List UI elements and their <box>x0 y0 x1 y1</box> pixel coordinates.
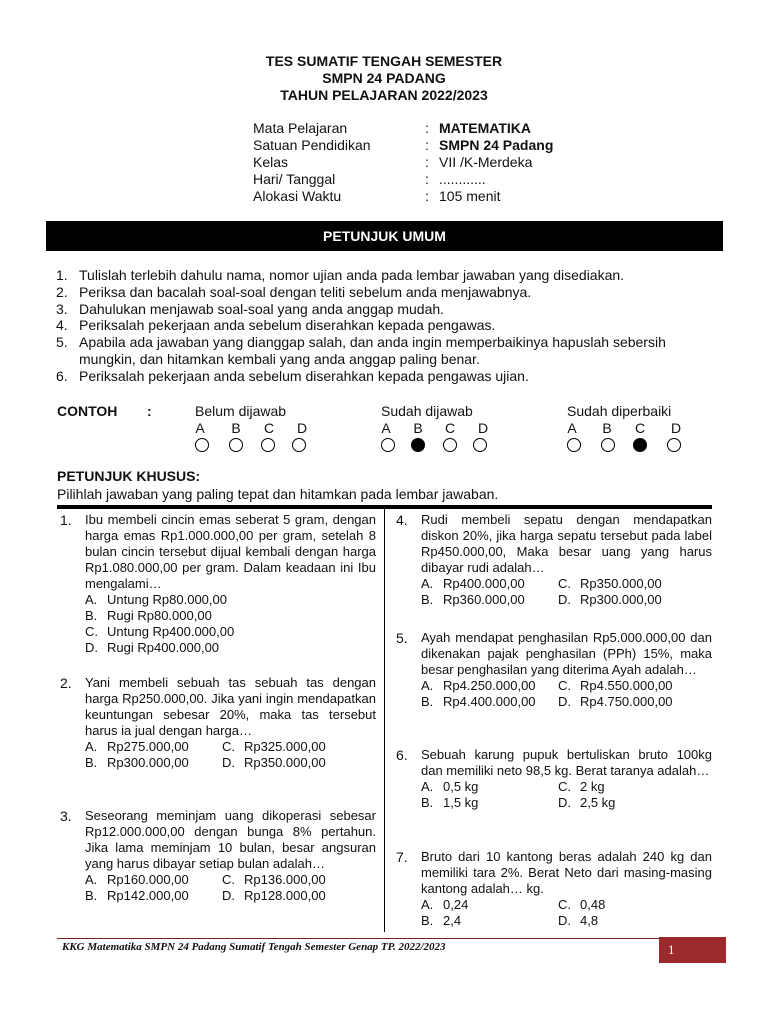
answer-option: A. 0,5 kg <box>421 779 479 794</box>
info-value: VII /K-Merdeka <box>439 154 533 170</box>
question-text: Sebuah karung pupuk bertuliskan bruto 100kg dan memiliki neto 98,5 kg. Berat taranya adalah… <box>421 747 712 778</box>
answer-option: B. Rp360.000,00 <box>421 592 525 607</box>
option-letter: A <box>567 420 577 436</box>
instruction-item: 4. Periksalah pekerjaan anda sebelum diserahkan kepada pengawas. <box>56 317 496 334</box>
info-row-subject: Mata Pelajaran : MATEMATIKA <box>253 120 532 136</box>
answer-option: C. Untung Rp400.000,00 <box>85 624 235 639</box>
answer-option: C. Rp350.000,00 <box>558 576 662 591</box>
answer-bubble-empty <box>261 438 275 452</box>
info-key: Kelas <box>253 154 289 170</box>
instruction-item: 6. Periksalah pekerjaan anda sebelum diserahkan kepada pengawas ujian. <box>56 367 529 384</box>
exam-info-table <box>253 120 553 205</box>
answer-bubble-empty <box>443 438 457 452</box>
option-letter: D <box>670 420 682 436</box>
answer-bubble-filled <box>633 438 647 452</box>
footer-text: KKG Matematika SMPN 24 Padang Sumatif Tengah Semester Genap TP. 2022/2023 <box>62 941 446 953</box>
answer-bubble-empty <box>381 438 395 452</box>
answer-bubble-empty <box>667 438 681 452</box>
question-7 <box>396 849 712 929</box>
answer-bubble-empty <box>292 438 306 452</box>
instruction-item: 5. Apabila ada jawaban yang dianggap salah, dan anda ingin memperbaikinya hapuslah sebersih mungkin, dan hitamkan kembali yang anda anggap paling benar. <box>56 334 666 367</box>
answer-bubble-empty <box>229 438 243 452</box>
option-letter: B <box>231 420 241 436</box>
info-value: SMPN 24 Padang <box>439 137 554 153</box>
column-divider <box>384 509 385 932</box>
answer-option: A. Rp275.000,00 <box>85 739 189 754</box>
option-letter: C <box>263 420 275 436</box>
answer-bubble-filled <box>411 438 425 452</box>
specific-instructions-title: PETUNJUK KHUSUS: <box>57 468 201 484</box>
answer-bubble-empty <box>567 438 581 452</box>
info-key: Alokasi Waktu <box>253 188 342 204</box>
question-text: Ibu membeli cincin emas seberat 5 gram, dengan harga emas Rp1.000.000,00 per gram, setelah 8 bulan cincin tersebut dijual kembali dengan harga Rp1.080.000,00 per gram. Dalam keadaan ini Ibu mengalami… <box>85 512 376 591</box>
question-number: 1. <box>60 512 72 528</box>
question-number: 6. <box>396 747 408 763</box>
school-name: SMPN 24 PADANG <box>322 70 446 86</box>
question-4 <box>396 512 712 608</box>
example-answered <box>381 403 511 453</box>
question-5 <box>396 630 712 710</box>
info-row-duration: Alokasi Waktu : 105 menit <box>253 188 501 204</box>
answer-option: B. Rp4.400.000,00 <box>421 694 536 709</box>
example-unanswered <box>195 403 325 453</box>
option-letter: D <box>477 420 489 436</box>
footer-rule <box>57 938 659 939</box>
question-2 <box>60 675 376 771</box>
answer-option: B. Rp300.000,00 <box>85 755 189 770</box>
page-number: 1 <box>659 937 726 963</box>
answer-option: B. 2,4 <box>421 913 462 928</box>
answer-bubble-empty <box>473 438 487 452</box>
answer-option: D. Rugi Rp400.000,00 <box>85 640 220 655</box>
answer-option: B. Rugi Rp80.000,00 <box>85 608 212 623</box>
example-title: Sudah diperbaiki <box>567 403 672 419</box>
info-key: Mata Pelajaran <box>253 120 348 136</box>
answer-option: D. Rp300.000,00 <box>558 592 662 607</box>
answer-option: D. Rp128.000,00 <box>222 888 326 903</box>
info-row-school: Satuan Pendidikan : SMPN 24 Padang <box>253 137 554 153</box>
instructions-list <box>56 267 716 385</box>
exam-title: TES SUMATIF TENGAH SEMESTER <box>265 53 503 69</box>
question-3 <box>60 808 376 904</box>
answer-option: B. Rp142.000,00 <box>85 888 189 903</box>
general-instructions-banner: PETUNJUK UMUM <box>46 221 723 251</box>
academic-year: TAHUN PELAJARAN 2022/2023 <box>280 87 488 103</box>
info-key: Hari/ Tanggal <box>253 171 336 187</box>
question-text: Seseorang meminjam uang dikoperasi sebesar Rp12.000.000,00 dengan bunga 8% pertahun. Jika lama meminjam 10 bulan, besar angsuran yang harus dibayar setiap bulan adalah… <box>85 808 376 871</box>
info-value: 105 menit <box>439 188 501 204</box>
option-letter: D <box>296 420 308 436</box>
answer-option: D. Rp4.750.000,00 <box>558 694 673 709</box>
instruction-item: 3. Dahulukan menjawab soal-soal yang anda anggap mudah. <box>56 300 445 317</box>
specific-instructions-text: Pilihlah jawaban yang paling tepat dan hitamkan pada lembar jawaban. <box>57 486 499 502</box>
info-row-date: Hari/ Tanggal : ............ <box>253 171 486 187</box>
exam-header <box>0 53 768 104</box>
answer-option: A. Rp4.250.000,00 <box>421 678 536 693</box>
answer-option: C. Rp136.000,00 <box>222 872 326 887</box>
info-value: MATEMATIKA <box>439 120 532 136</box>
example-title: Sudah dijawab <box>381 403 473 419</box>
answer-option: A. Rp400.000,00 <box>421 576 525 591</box>
question-1 <box>60 512 376 656</box>
question-text: Ayah mendapat penghasilan Rp5.000.000,00 dan dikenakan pajak penghasilan (PPh) 15%, maka besar penghasilan yang diterima Ayah adalah… <box>421 630 712 677</box>
answer-option: D. 2,5 kg <box>558 795 616 810</box>
question-number: 5. <box>396 630 408 646</box>
instruction-item: 2. Periksa dan bacalah soal-soal dengan teliti sebelum anda menjawabnya. <box>56 283 532 300</box>
question-text: Yani membeli sebuah tas sebuah tas dengan harga Rp250.000,00. Jika yani ingin mendapatkan keuntungan sebesar 20%, maka tas tersebut harus ia jual dengan harga… <box>85 675 376 738</box>
instruction-item: 1. Tulislah terlebih dahulu nama, nomor ujian anda pada lembar jawaban yang disediakan. <box>56 267 625 283</box>
answer-option: C. 2 kg <box>558 779 605 794</box>
answer-option: D. Rp350.000,00 <box>222 755 326 770</box>
question-number: 3. <box>60 808 72 824</box>
question-number: 4. <box>396 512 408 528</box>
question-6 <box>396 747 712 811</box>
option-letter: A <box>381 420 391 436</box>
answer-option: B. 1,5 kg <box>421 795 479 810</box>
answer-bubble-empty <box>601 438 615 452</box>
answer-bubble-empty <box>195 438 209 452</box>
option-letter: B <box>413 420 423 436</box>
info-value: ............ <box>439 171 486 187</box>
example-colon: : <box>147 403 152 419</box>
option-letter: A <box>195 420 205 436</box>
answer-option: A. Untung Rp80.000,00 <box>85 592 227 607</box>
answer-option: C. Rp325.000,00 <box>222 739 326 754</box>
answer-option: A. 0,24 <box>421 897 469 912</box>
example-title: Belum dijawab <box>195 403 287 419</box>
answer-option: A. Rp160.000,00 <box>85 872 189 887</box>
question-text: Bruto dari 10 kantong beras adalah 240 kg dan memiliki tara 2%. Berat Neto dari masing-masing kantong adalah… kg. <box>421 849 712 896</box>
answer-option: D. 4,8 <box>558 913 599 928</box>
example-corrected <box>567 403 697 453</box>
info-key: Satuan Pendidikan <box>253 137 371 153</box>
option-letter: C <box>444 420 456 436</box>
option-letter: C <box>634 420 646 436</box>
question-number: 2. <box>60 675 72 691</box>
example-label: CONTOH <box>57 403 118 419</box>
question-number: 7. <box>396 849 408 865</box>
question-text: Rudi membeli sepatu dengan mendapatkan diskon 20%, jika harga sepatu tersebut pada label Rp450.000,00, Maka besar uang yang harus dibayar rudi adalah… <box>421 512 712 575</box>
info-row-class: Kelas : VII /K-Merdeka <box>253 154 533 170</box>
answer-option: C. 0,48 <box>558 897 606 912</box>
answer-option: C. Rp4.550.000,00 <box>558 678 673 693</box>
option-letter: B <box>602 420 612 436</box>
